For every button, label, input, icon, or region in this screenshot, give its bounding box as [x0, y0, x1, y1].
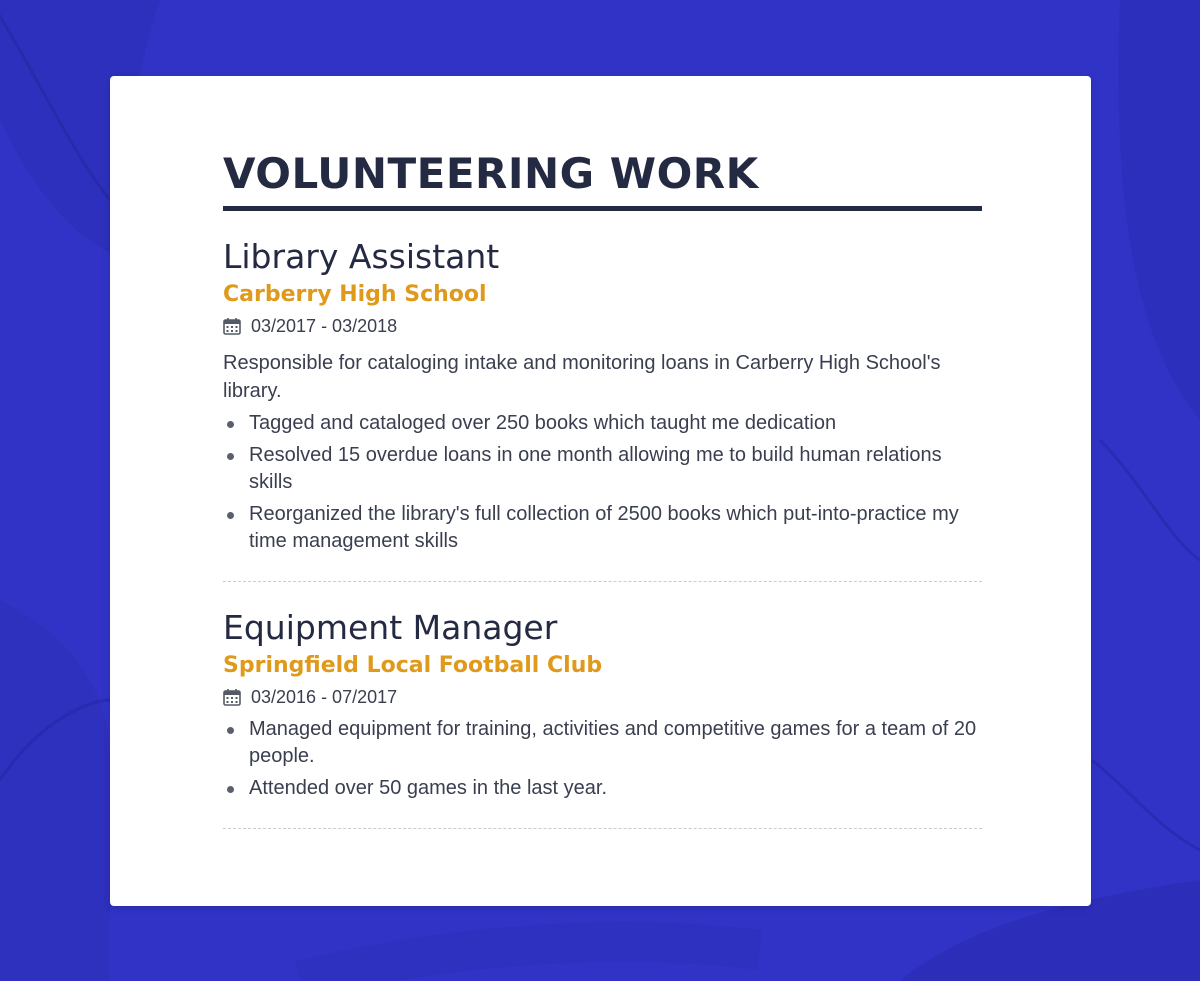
date-text: 03/2016 - 07/2017: [251, 686, 398, 707]
resume-card: [110, 76, 1091, 906]
date-text: 03/2017 - 03/2018: [251, 315, 398, 336]
date-range: [223, 315, 982, 337]
role-title: Library Assistant: [223, 237, 500, 276]
achievement-list: [223, 410, 982, 555]
list-item: [223, 775, 982, 802]
bullet-dot: [227, 421, 234, 428]
list-item: [223, 501, 982, 555]
role-title: Equipment Manager: [223, 608, 558, 647]
entry-divider: [223, 581, 982, 582]
bullet-dot: [227, 727, 234, 734]
list-item: [223, 410, 982, 437]
section-title: VOLUNTEERING WORK: [223, 149, 759, 198]
calendar-icon: [223, 688, 241, 706]
organization-name: Carberry High School: [223, 282, 487, 307]
list-item-text: Managed equipment for training, activities and competitive games for a team of 20 people.: [249, 718, 977, 767]
entry-summary: Responsible for cataloging intake and monitoring loans in Carberry High School's library.: [223, 352, 941, 402]
bullet-dot: [227, 786, 234, 793]
list-item-text: Resolved 15 overdue loans in one month allowing me to build human relations skills: [249, 444, 942, 493]
volunteer-entry: [223, 237, 982, 582]
achievement-list: [223, 716, 982, 802]
entry-divider: [223, 828, 982, 829]
date-range: [223, 686, 982, 708]
volunteer-entry: [223, 608, 982, 829]
bullet-dot: [227, 512, 234, 519]
title-underline: [223, 206, 982, 211]
calendar-icon: [223, 317, 241, 335]
organization-name: Springfield Local Football Club: [223, 653, 603, 678]
list-item-text: Attended over 50 games in the last year.: [249, 777, 607, 799]
bullet-dot: [227, 453, 234, 460]
list-item: [223, 716, 982, 770]
list-item-text: Tagged and cataloged over 250 books which taught me dedication: [249, 412, 837, 434]
list-item: [223, 442, 982, 496]
list-item-text: Reorganized the library's full collection of 2500 books which put-into-practice my time management skills: [249, 503, 959, 552]
volunteering-section: [223, 148, 982, 829]
